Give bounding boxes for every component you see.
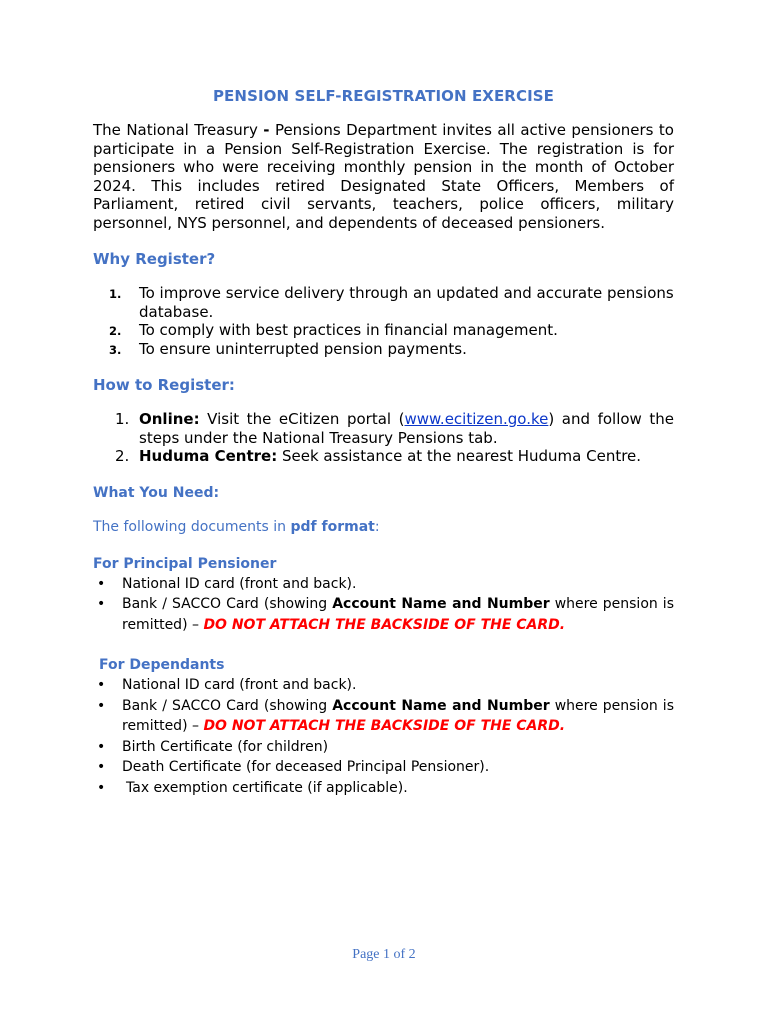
principal-pensioner-heading: For Principal Pensioner bbox=[93, 555, 277, 572]
list-item bbox=[93, 696, 674, 737]
account-details-label: Account Name and Number bbox=[332, 596, 550, 612]
intro-paragraph bbox=[93, 121, 674, 232]
pdf-format-label: pdf format bbox=[290, 518, 375, 535]
list-number: 2. bbox=[109, 324, 122, 338]
intro-rest: Pensions Department invites all active pensioners to participate in a Pension Self-Registration Exercise. The registration is for pensioners who were receiving monthly pension in the month of October 2024. This includes retired Designated State Officers, Members of Parliament, retired civil servants, teachers, police officers, military personnel, NYS personnel, and dependents of deceased pensioners. bbox=[93, 121, 674, 232]
how-to-register-list bbox=[93, 410, 674, 466]
list-number: 2. bbox=[115, 447, 130, 465]
list-item bbox=[93, 340, 674, 359]
warning-text: DO NOT ATTACH THE BACKSIDE OF THE CARD. bbox=[203, 616, 566, 633]
page-title: PENSION SELF-REGISTRATION EXERCISE bbox=[212, 87, 555, 105]
list-text: Death Certificate (for deceased Principal Pensioner). bbox=[122, 759, 490, 775]
account-details-label: Account Name and Number bbox=[332, 697, 550, 714]
list-text-pre: Bank / SACCO Card (showing bbox=[122, 596, 333, 612]
option-text-pre: Seek assistance at the nearest Huduma Centre. bbox=[277, 447, 642, 465]
list-text: To ensure uninterrupted pension payments. bbox=[139, 339, 467, 358]
list-item bbox=[93, 321, 674, 340]
list-item bbox=[93, 675, 674, 696]
list-text: Tax exemption certificate (if applicable). bbox=[126, 779, 408, 796]
principal-documents-list bbox=[93, 574, 674, 636]
option-text-pre: Visit the eCitizen portal ( bbox=[199, 410, 405, 428]
bullet-icon: • bbox=[97, 596, 106, 612]
why-register-list bbox=[93, 284, 674, 358]
list-item bbox=[93, 737, 674, 758]
list-item bbox=[93, 594, 674, 635]
list-item bbox=[93, 284, 674, 321]
option-label: Online: bbox=[139, 410, 200, 428]
list-text-post: where pension is remitted) – bbox=[122, 697, 674, 734]
documents-intro-post: : bbox=[374, 518, 380, 535]
list-item bbox=[93, 447, 674, 466]
list-text-post: where pension is remitted) – bbox=[122, 596, 674, 633]
list-text-pre: Bank / SACCO Card (showing bbox=[122, 697, 333, 714]
list-text: National ID card (front and back). bbox=[122, 677, 357, 693]
how-to-register-heading: How to Register: bbox=[93, 376, 235, 394]
list-item bbox=[93, 778, 674, 799]
list-text: National ID card (front and back). bbox=[122, 575, 357, 592]
bullet-icon: • bbox=[97, 779, 106, 796]
list-number: 1. bbox=[115, 410, 130, 428]
documents-intro-pre: The following documents in bbox=[93, 518, 291, 535]
bullet-icon: • bbox=[97, 697, 106, 714]
document-body bbox=[93, 87, 674, 798]
list-number: 1. bbox=[109, 287, 122, 301]
dependants-documents-list bbox=[93, 675, 674, 798]
list-item bbox=[93, 574, 674, 595]
list-text: To comply with best practices in financial management. bbox=[139, 321, 558, 339]
ecitizen-link[interactable]: www.ecitizen.go.ke bbox=[404, 410, 549, 428]
warning-text: DO NOT ATTACH THE BACKSIDE OF THE CARD. bbox=[203, 718, 566, 734]
list-text: To improve service delivery through an updated and accurate pensions database. bbox=[139, 284, 674, 321]
intro-lead: The National Treasury bbox=[93, 121, 264, 139]
list-number: 3. bbox=[109, 342, 122, 357]
bullet-icon: • bbox=[97, 738, 106, 755]
dependants-heading: For Dependants bbox=[99, 657, 225, 673]
why-register-heading: Why Register? bbox=[93, 250, 216, 268]
bullet-icon: • bbox=[97, 575, 106, 592]
option-text-post: ) and follow the steps under the National Treasury Pensions tab. bbox=[139, 410, 674, 447]
page-number: Page 1 of 2 bbox=[352, 947, 416, 962]
bullet-icon: • bbox=[97, 677, 106, 693]
option-label: Huduma Centre: bbox=[139, 447, 278, 465]
list-item bbox=[93, 757, 674, 778]
documents-intro bbox=[93, 518, 674, 536]
bullet-icon: • bbox=[97, 759, 106, 775]
intro-dash: - bbox=[263, 121, 270, 139]
list-item bbox=[93, 410, 674, 447]
what-you-need-heading: What You Need: bbox=[93, 484, 220, 501]
list-text: Birth Certificate (for children) bbox=[122, 738, 329, 755]
